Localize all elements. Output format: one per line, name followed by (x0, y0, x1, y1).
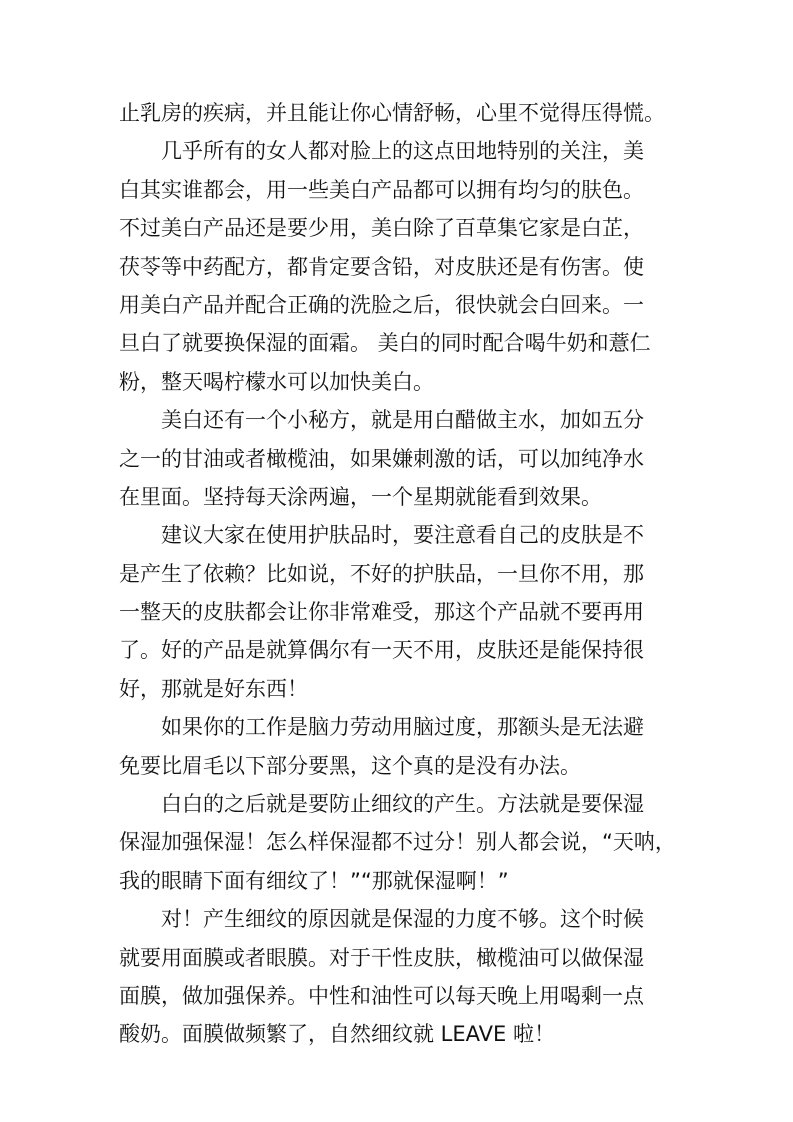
paragraph-start-line: 白白的之后就是要防止细纹的产生。方法就是要保湿 (161, 792, 644, 817)
text-line: 好，那就是好东西！ (119, 676, 308, 701)
text-line: 是产生了依赖？比如说，不好的护肤品，一旦你不用，那 (119, 561, 644, 586)
text-line: 了。好的产品是就算偶尔有一天不用，皮肤还是能保持很 (119, 638, 644, 663)
text-line: 之一的甘油或者橄榄油，如果嫌刺激的话，可以加纯净水 (119, 446, 644, 471)
text-line: 白其实谁都会，用一些美白产品都可以拥有均匀的肤色。 (119, 177, 644, 202)
text-line: 就要用面膜或者眼膜。对于干性皮肤，橄榄油可以做保湿 (119, 945, 644, 970)
text-line: 保湿加强保湿！怎么样保湿都不过分！别人都会说，“天呐， (119, 830, 676, 855)
text-line: 旦白了就要换保湿的面霜。 美白的同时配合喝牛奶和薏仁 (119, 331, 651, 356)
text-line: 一整天的皮肤都会让你非常难受，那这个产品就不要再用 (119, 600, 644, 625)
text-line: 止乳房的疾病，并且能让你心情舒畅，心里不觉得压得慌。 (119, 101, 665, 125)
text-line: 粉，整天喝柠檬水可以加快美白。 (119, 369, 434, 394)
paragraph-start-line: 对！产生细纹的原因就是保湿的力度不够。这个时候 (161, 907, 644, 932)
paragraph-start-line: 几乎所有的女人都对脸上的这点田地特别的关注，美 (161, 139, 644, 164)
text-line: 茯苓等中药配方，都肯定要含铅，对皮肤还是有伤害。使 (119, 254, 644, 279)
body-text (119, 94, 699, 1054)
text-line: 用美白产品并配合正确的洗脸之后，很快就会白回来。一 (119, 292, 644, 317)
paragraph-start-line: 建议大家在使用护肤品时，要注意看自己的皮肤是不 (161, 523, 644, 548)
text-line: 酸奶。面膜做频繁了，自然细纹就 LEAVE 啦！ (119, 1022, 555, 1047)
paragraph-start-line: 如果你的工作是脑力劳动用脑过度，那额头是无法避 (161, 715, 644, 740)
paragraph-start-line: 美白还有一个小秘方，就是用白醋做主水，加如五分 (161, 408, 644, 433)
text-line: 不过美白产品还是要少用，美白除了百草集它家是白芷， (119, 216, 644, 241)
text-line: 免要比眉毛以下部分要黑，这个真的是没有办法。 (119, 753, 581, 778)
text-line: 我的眼睛下面有细纹了！”“那就保湿啊！” (119, 868, 509, 893)
text-line: 面膜，做加强保养。中性和油性可以每天晚上用喝剩一点 (119, 983, 644, 1008)
text-line: 在里面。坚持每天涂两遍，一个星期就能看到效果。 (119, 484, 602, 509)
